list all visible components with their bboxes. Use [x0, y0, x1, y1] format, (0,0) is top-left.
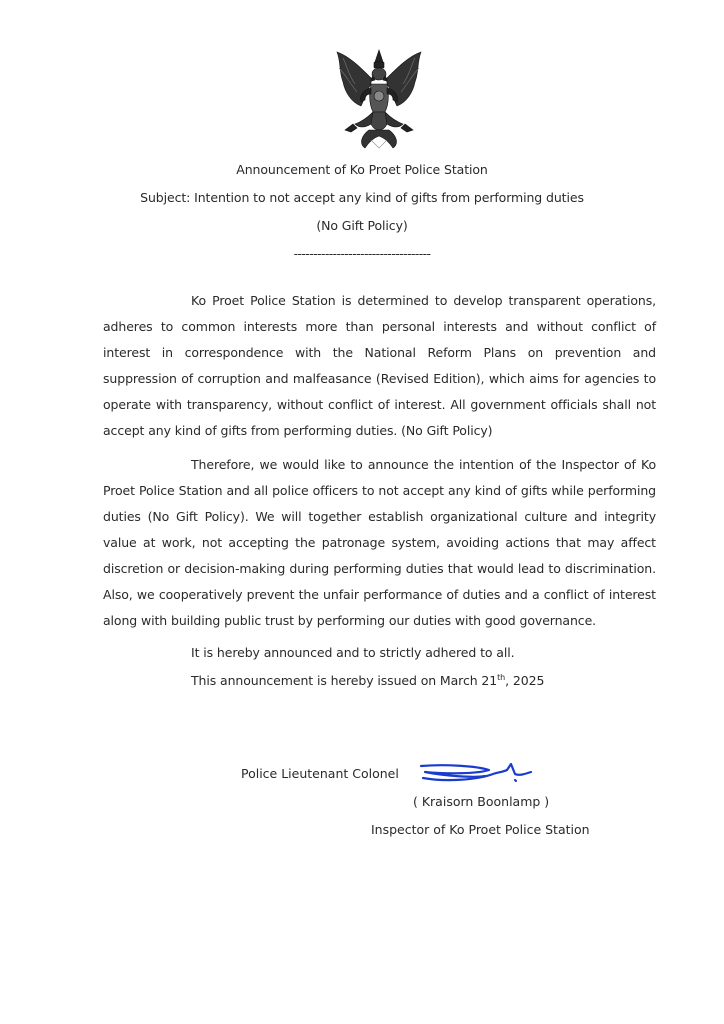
body-paragraph-1: Ko Proet Police Station is determined to develop transparent operations, adheres to common interests more than personal interests and without conflict of interest in correspondence with the National Reform Plans on prevention and suppression of corruption and malfeasance (Revised Edition), which aims for agencies to operate with transparency, without conflict of interest. All government officials shall not accept any kind of gifts from performing duties. (No Gift Policy) — [103, 293, 656, 438]
signatory-title: Inspector of Ko Proet Police Station — [371, 822, 590, 837]
body-paragraph-2: Therefore, we would like to announce the intention of the Inspector of Ko Proet Police Station and all police officers to not accept any kind of gifts while performing duties (No Gift Policy). We will together establish organizational culture and integrity value at work, not accepting the patronage system, avoiding actions that may affect discretion or decision-making during performing duties that would lead to discrimination. Also, we cooperatively prevent the unfair performance of duties and a conflict of interest along with building public trust by performing our duties with good governance. — [103, 457, 656, 628]
signatory-name: ( Kraisorn Boonlamp ) — [413, 794, 550, 809]
separator-line: ----------------------------------- — [293, 246, 431, 261]
issued-date-text: This announcement is hereby issued on March 21 — [191, 673, 498, 688]
announced-line: It is hereby announced and to strictly adhered to all. — [191, 645, 515, 660]
handwritten-signature — [415, 760, 535, 788]
garuda-emblem-icon — [331, 48, 427, 152]
signatory-rank: Police Lieutenant Colonel — [241, 766, 399, 781]
issued-year: , 2025 — [505, 673, 545, 688]
policy-line: (No Gift Policy) — [316, 218, 408, 233]
issued-date-line — [191, 673, 544, 689]
subject-line: Subject: Intention to not accept any kind of gifts from performing duties — [140, 190, 584, 205]
date-ordinal: th — [497, 672, 506, 682]
announcement-title: Announcement of Ko Proet Police Station — [236, 162, 488, 177]
